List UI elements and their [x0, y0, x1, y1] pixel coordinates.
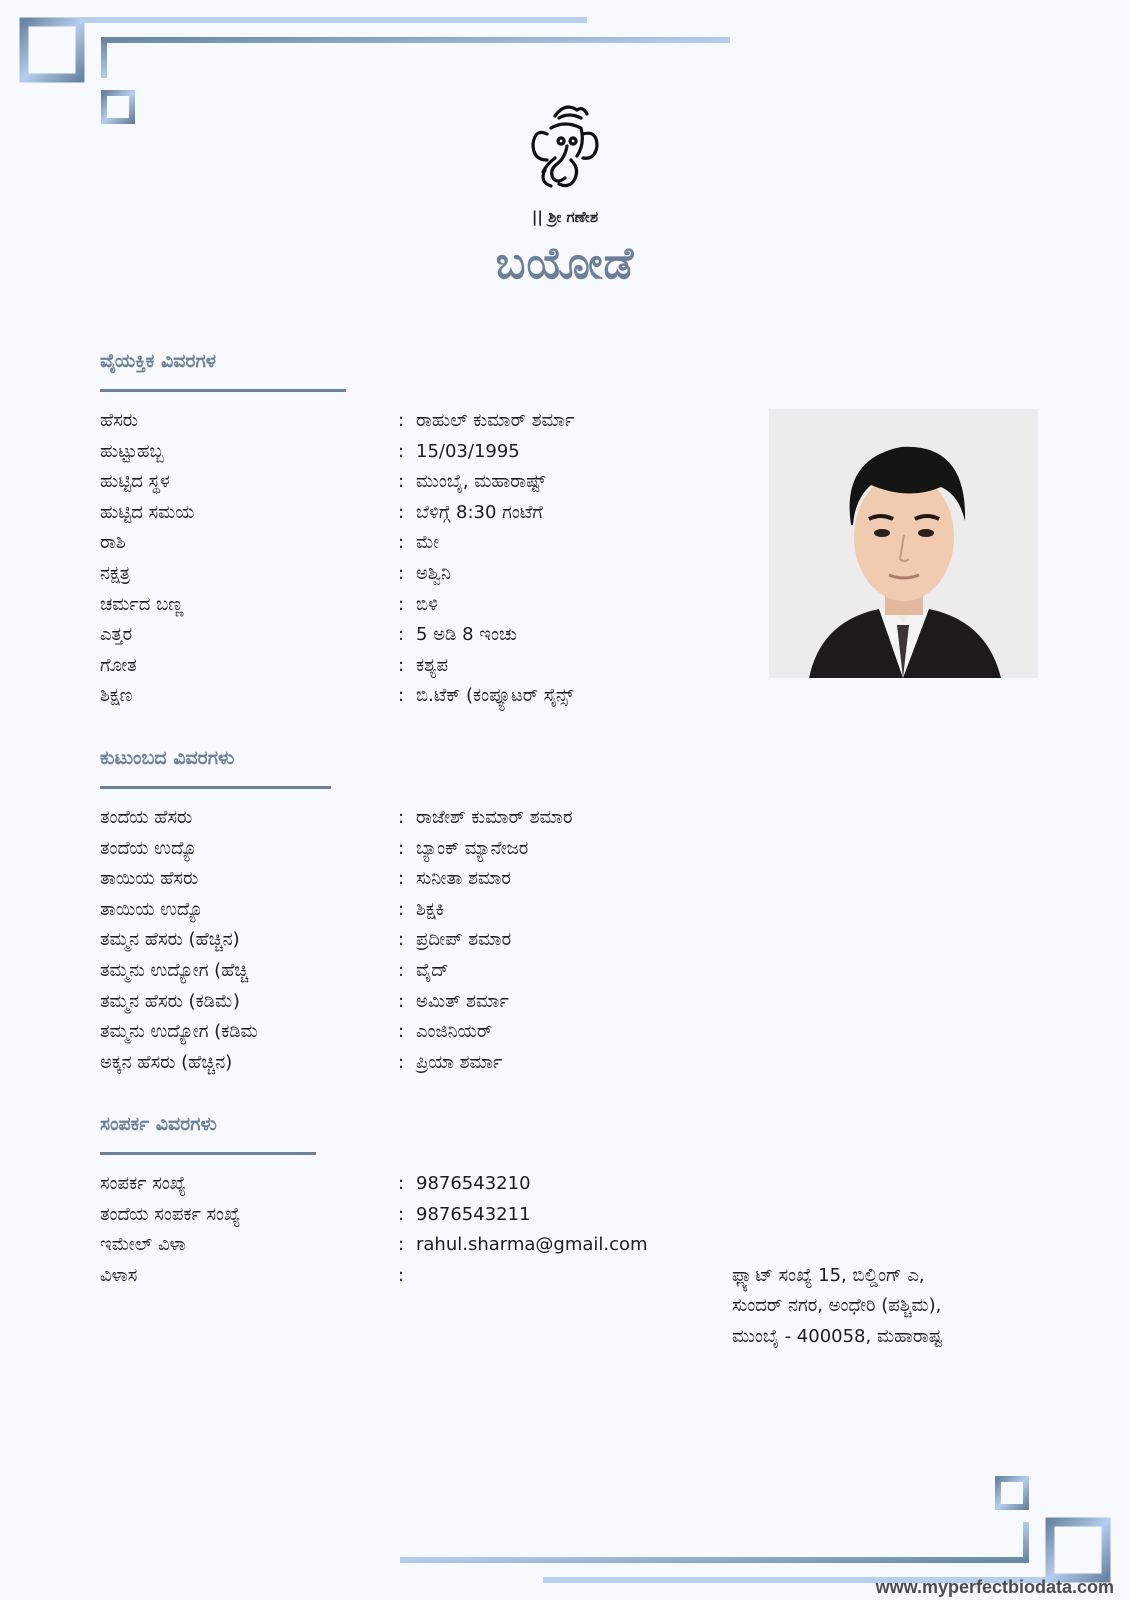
row-label: ತಮ್ಮನು ಉದ್ಯೋಗ (ಹೆಚ್ಚಿ [100, 959, 249, 981]
detail-row [100, 559, 451, 590]
address-line: ಮುಂಬೈ - 400058, ಮಹಾರಾಷ್ಟ [732, 1325, 943, 1347]
detail-row [100, 651, 448, 682]
row-colon: : [398, 1173, 405, 1194]
row-value: 9876543211 [416, 1203, 531, 1225]
detail-row [100, 620, 517, 651]
row-colon: : [398, 898, 405, 920]
address-line: ಸುಂದರ್ ನಗರ, ಅಂಧೇರಿ (ಪಶ್ಚಿಮ), [732, 1295, 942, 1317]
row-value: ರಾಹುಲ್ ಕುಮಾರ್ ಶರ್ಮಾ [416, 410, 575, 431]
address-line: ಫ್ಲ್ಯಾಟ್ ಸಂಖ್ಯೆ 15, ಬಿಲ್ಡಿಂಗ್ ಎ, [732, 1264, 925, 1286]
detail-row [100, 1230, 746, 1261]
row-colon: : [398, 624, 405, 646]
row-label: ಸಂಪರ್ಕ ಸಂಖ್ಯೆ [100, 1173, 187, 1194]
row-label: ಹುಟ್ಟಿದ ಸಮಯ [100, 501, 195, 523]
row-value: ರಾಜೇಶ್ ಕುಮಾರ್ ಶಮಾರ [416, 807, 573, 828]
row-value: ಅಮಿತ್ ಶರ್ಮಾ [416, 990, 509, 1012]
row-label: ಇಮೇಲ್ ವಿಳಾ [100, 1234, 186, 1256]
row-colon: : [398, 501, 405, 523]
row-value: ಬ್ಯಾಂಕ್ ಮ್ಯಾನೇಜರ [416, 837, 529, 859]
row-label: ಚರ್ಮದ ಬಣ್ಣ [100, 593, 184, 615]
section-divider [100, 389, 346, 392]
row-label: ಹೆಸರು [100, 410, 138, 431]
page-header [0, 98, 1130, 289]
row-value: rahul.sharma@gmail.com [416, 1234, 648, 1256]
row-colon: : [398, 562, 405, 584]
section-divider [100, 786, 331, 789]
row-value: 9876543210 [416, 1173, 531, 1194]
detail-row [100, 498, 543, 529]
row-value: ಸುನೀತಾ ಶಮಾರ [416, 868, 511, 890]
detail-row [100, 681, 574, 712]
footer-website: www.myperfectbiodata.com [875, 1577, 1114, 1597]
row-value: ಪ್ರದೀಪ್ ಶಮಾರ [416, 929, 512, 951]
detail-row [100, 1017, 493, 1048]
row-label: ಹುಟ್ಟಿದ ಸ್ಥಳ [100, 471, 170, 493]
row-colon: : [398, 1234, 405, 1256]
family-details-list [100, 803, 573, 1078]
contact-section [100, 1110, 943, 1353]
row-label: ತಮ್ಮನ ಹೆಸರು (ಹೆಚ್ಚಿನ) [100, 929, 240, 951]
row-label: ತಂದೆಯ ಹೆಸರು [100, 807, 193, 828]
row-colon: : [398, 868, 405, 890]
row-colon: : [398, 929, 405, 951]
row-value: ಅಶ್ವಿನಿ [416, 562, 451, 584]
row-colon: : [398, 593, 405, 615]
row-colon: : [398, 1021, 405, 1043]
row-colon: : [398, 1203, 405, 1225]
detail-row [100, 528, 440, 559]
row-label: ತಂದೆಯ ಉದ್ಯೊ [100, 837, 198, 859]
detail-row [100, 864, 511, 895]
detail-row [100, 590, 438, 621]
section-title-contact: ಸಂಪರ್ಕ ವಿವರಗಳು [100, 1113, 217, 1135]
family-section [100, 744, 573, 1078]
row-label: ವಿಳಾಸ [100, 1264, 138, 1286]
detail-row [100, 895, 445, 926]
personal-details-list [100, 406, 575, 712]
row-colon: : [398, 1264, 405, 1286]
detail-row [100, 925, 512, 956]
detail-row [100, 1169, 746, 1200]
contact-details-list [100, 1169, 746, 1261]
address-value [732, 1261, 1062, 1353]
detail-row [100, 1048, 503, 1079]
row-value: ಕಶ್ಯಪ [416, 654, 448, 676]
row-colon: : [398, 990, 405, 1012]
personal-section [100, 347, 575, 712]
row-colon: : [398, 532, 405, 554]
row-value: 15/03/1995 [416, 440, 520, 462]
row-colon: : [398, 807, 405, 828]
row-colon: : [398, 654, 405, 676]
detail-row [100, 834, 529, 865]
row-value: ವೈದ್ [416, 959, 449, 981]
row-colon: : [398, 685, 405, 707]
row-value: 5 ಅಡಿ 8 ಇಂಚು [416, 624, 517, 646]
row-value: ಪ್ರಿಯಾ ಶರ್ಮಾ [416, 1051, 503, 1073]
detail-row [100, 1200, 746, 1231]
invocation-text: || ಶ್ರೀ ಗಣೇಶ [531, 208, 599, 226]
row-label: ತಾಯಿಯ ಉದ್ಯೊ [100, 898, 204, 920]
section-title-personal: ವೈಯಕ್ತಿಕ ವಿವರಗಳ [100, 350, 217, 372]
row-colon: : [398, 1051, 405, 1073]
row-colon: : [398, 837, 405, 859]
detail-row [100, 406, 575, 437]
row-label: ಗೋತ [100, 654, 137, 676]
row-label: ತಾಯಿಯ ಹೆಸರು [100, 868, 199, 890]
ganesha-icon [525, 98, 605, 190]
row-value: ಬಿ.ಟೆಕ್ (ಕಂಪ್ಯೂಟರ್ ಸೈನ್ಸ್ [416, 685, 574, 707]
row-value: ಮುಂಬೈ, ಮಹಾರಾಷ್ಟ್ [416, 471, 546, 493]
row-label: ಅಕ್ಕನ ಹೆಸರು (ಹೆಚ್ಚಿನ) [100, 1051, 233, 1073]
section-divider [100, 1152, 316, 1155]
row-value: ಮೇ [416, 532, 440, 554]
row-colon: : [398, 440, 405, 462]
section-title-family: ಕುಟುಂಬದ ವಿವರಗಳು [100, 747, 235, 769]
row-colon: : [398, 959, 405, 981]
detail-row-address [100, 1261, 943, 1353]
row-label: ಶಿಕ್ಷಣ [100, 685, 133, 707]
row-value: ಬೆಳಿಗ್ಗೆ 8:30 ಗಂಟೆಗೆ [416, 501, 543, 523]
detail-row [100, 956, 449, 987]
row-label: ತಂದೆಯ ಸಂಪರ್ಕ ಸಂಖ್ಯೆ [100, 1203, 241, 1225]
detail-row [100, 803, 573, 834]
row-value: ಎಂಜಿನಿಯರ್ [416, 1021, 493, 1043]
page-title: ಬಯೋಡೆ [495, 238, 635, 289]
row-label: ಎತ್ತರ [100, 624, 133, 646]
row-label: ತಮ್ಮನು ಉದ್ಯೋಗ (ಕಡಿಮ [100, 1021, 258, 1043]
row-colon: : [398, 471, 405, 493]
row-label: ರಾಶಿ [100, 532, 126, 554]
detail-row [100, 987, 509, 1018]
row-label: ನಕ್ಷತ್ರ [100, 562, 131, 584]
row-label: ಹುಟ್ಟುಹಬ್ಬ [100, 440, 164, 462]
row-value: ಬಿಳಿ [416, 593, 438, 615]
row-colon: : [398, 410, 405, 431]
row-label: ತಮ್ಮನ ಹೆಸರು (ಕಡಿಮೆ) [100, 990, 240, 1012]
row-value: ಶಿಕ್ಷಕಿ [416, 898, 445, 920]
detail-row [100, 467, 546, 498]
detail-row [100, 437, 520, 468]
profile-photo [769, 409, 1038, 678]
